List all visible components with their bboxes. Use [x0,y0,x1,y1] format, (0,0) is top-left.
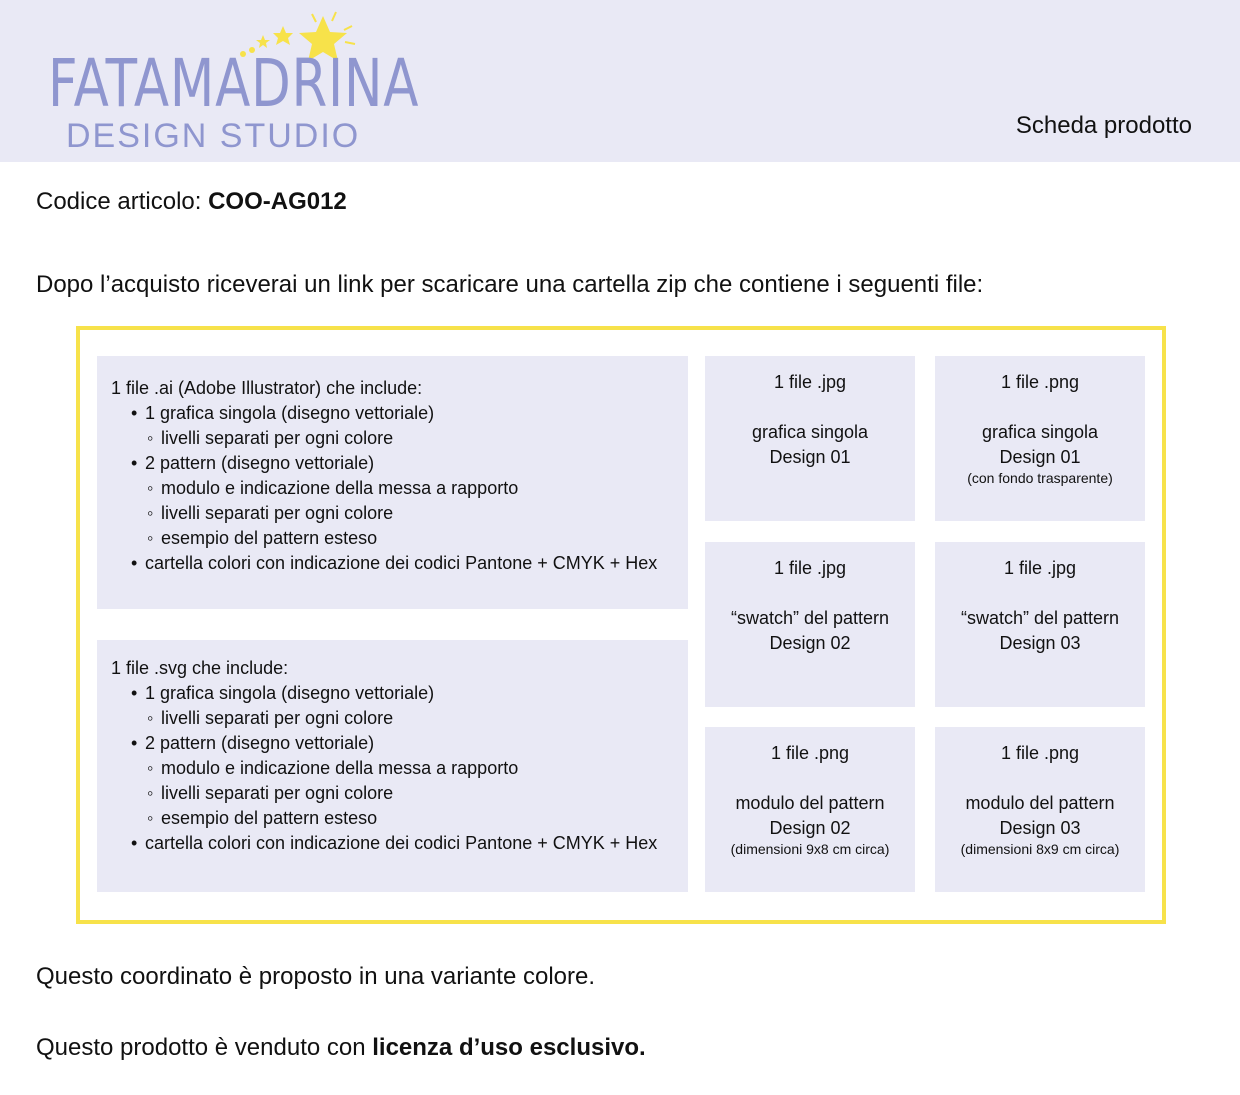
page-title: Scheda prodotto [1015,112,1192,139]
ai-file-list [111,401,688,576]
file-card-module-design02 [705,727,915,892]
list-item: • cartella colori con indicazione dei codici Pantone + CMYK + Hex [111,551,688,576]
file-type: 1 file .jpg [773,372,847,392]
license-prefix: Questo prodotto è venduto con [36,1034,373,1061]
list-item: ◦ esempio del pattern esteso [111,806,688,831]
list-item: • 1 grafica singola (disegno vettoriale) [111,401,688,426]
svg-file-title: 1 file .svg che include: [111,658,289,678]
list-item: ◦ livelli separati per ogni colore [111,706,688,731]
file-type: 1 file .png [1000,372,1080,392]
intro-text: Dopo l’acquisto riceverai un link per scaricare una cartella zip che contiene i seguenti file: [36,271,984,298]
brand-name: FATAMADRINA [48,45,420,122]
file-description: “swatch” del pattern [960,608,1120,628]
product-code [36,188,347,216]
list-item: • 2 pattern (disegno vettoriale) [111,731,688,756]
license-note [36,1034,646,1062]
ai-file-title: 1 file .ai (Adobe Illustrator) che include: [111,378,423,398]
list-item: ◦ modulo e indicazione della messa a rapporto [111,756,688,781]
brand-logo [40,8,420,158]
file-type: 1 file .png [1000,743,1080,763]
svg-file-list [111,681,688,856]
file-description: modulo del pattern [965,793,1115,813]
variant-note: Questo coordinato è proposto in una variante colore. [36,963,596,990]
list-item: ◦ modulo e indicazione della messa a rapporto [111,476,688,501]
file-card-swatch-design02 [705,542,915,707]
file-design: Design 03 [999,633,1081,653]
files-frame [76,326,1166,924]
product-code-label: Codice articolo: [36,188,209,215]
file-design: Design 02 [769,633,851,653]
file-description: grafica singola [751,422,869,442]
list-item: • cartella colori con indicazione dei codici Pantone + CMYK + Hex [111,831,688,856]
file-design: Design 02 [769,818,851,838]
list-item: ◦ livelli separati per ogni colore [111,781,688,806]
file-card-jpg-design01 [705,356,915,521]
file-note: (con fondo trasparente) [967,470,1113,486]
file-description: grafica singola [981,422,1099,442]
file-card-swatch-design03 [935,542,1145,707]
list-item: • 1 grafica singola (disegno vettoriale) [111,681,688,706]
product-code-value: COO-AG012 [208,188,347,215]
svg-file-panel [97,640,688,892]
list-item: ◦ esempio del pattern esteso [111,526,688,551]
file-card-png-design01 [935,356,1145,521]
brand-subtitle: DESIGN STUDIO [66,117,361,155]
file-type: 1 file .jpg [1003,558,1077,578]
file-description: “swatch” del pattern [730,608,890,628]
list-item: ◦ livelli separati per ogni colore [111,426,688,451]
file-design: Design 01 [769,447,851,467]
ai-file-panel [97,356,688,609]
page-header [0,0,1240,162]
file-type: 1 file .png [770,743,850,763]
file-design: Design 01 [999,447,1081,467]
file-description: modulo del pattern [735,793,885,813]
list-item: • 2 pattern (disegno vettoriale) [111,451,688,476]
list-item: ◦ livelli separati per ogni colore [111,501,688,526]
file-card-module-design03 [935,727,1145,892]
file-note: (dimensioni 8x9 cm circa) [960,841,1120,857]
file-design: Design 03 [999,818,1081,838]
file-type: 1 file .jpg [773,558,847,578]
file-note: (dimensioni 9x8 cm circa) [730,841,890,857]
license-type: licenza d’uso esclusivo. [372,1034,646,1061]
